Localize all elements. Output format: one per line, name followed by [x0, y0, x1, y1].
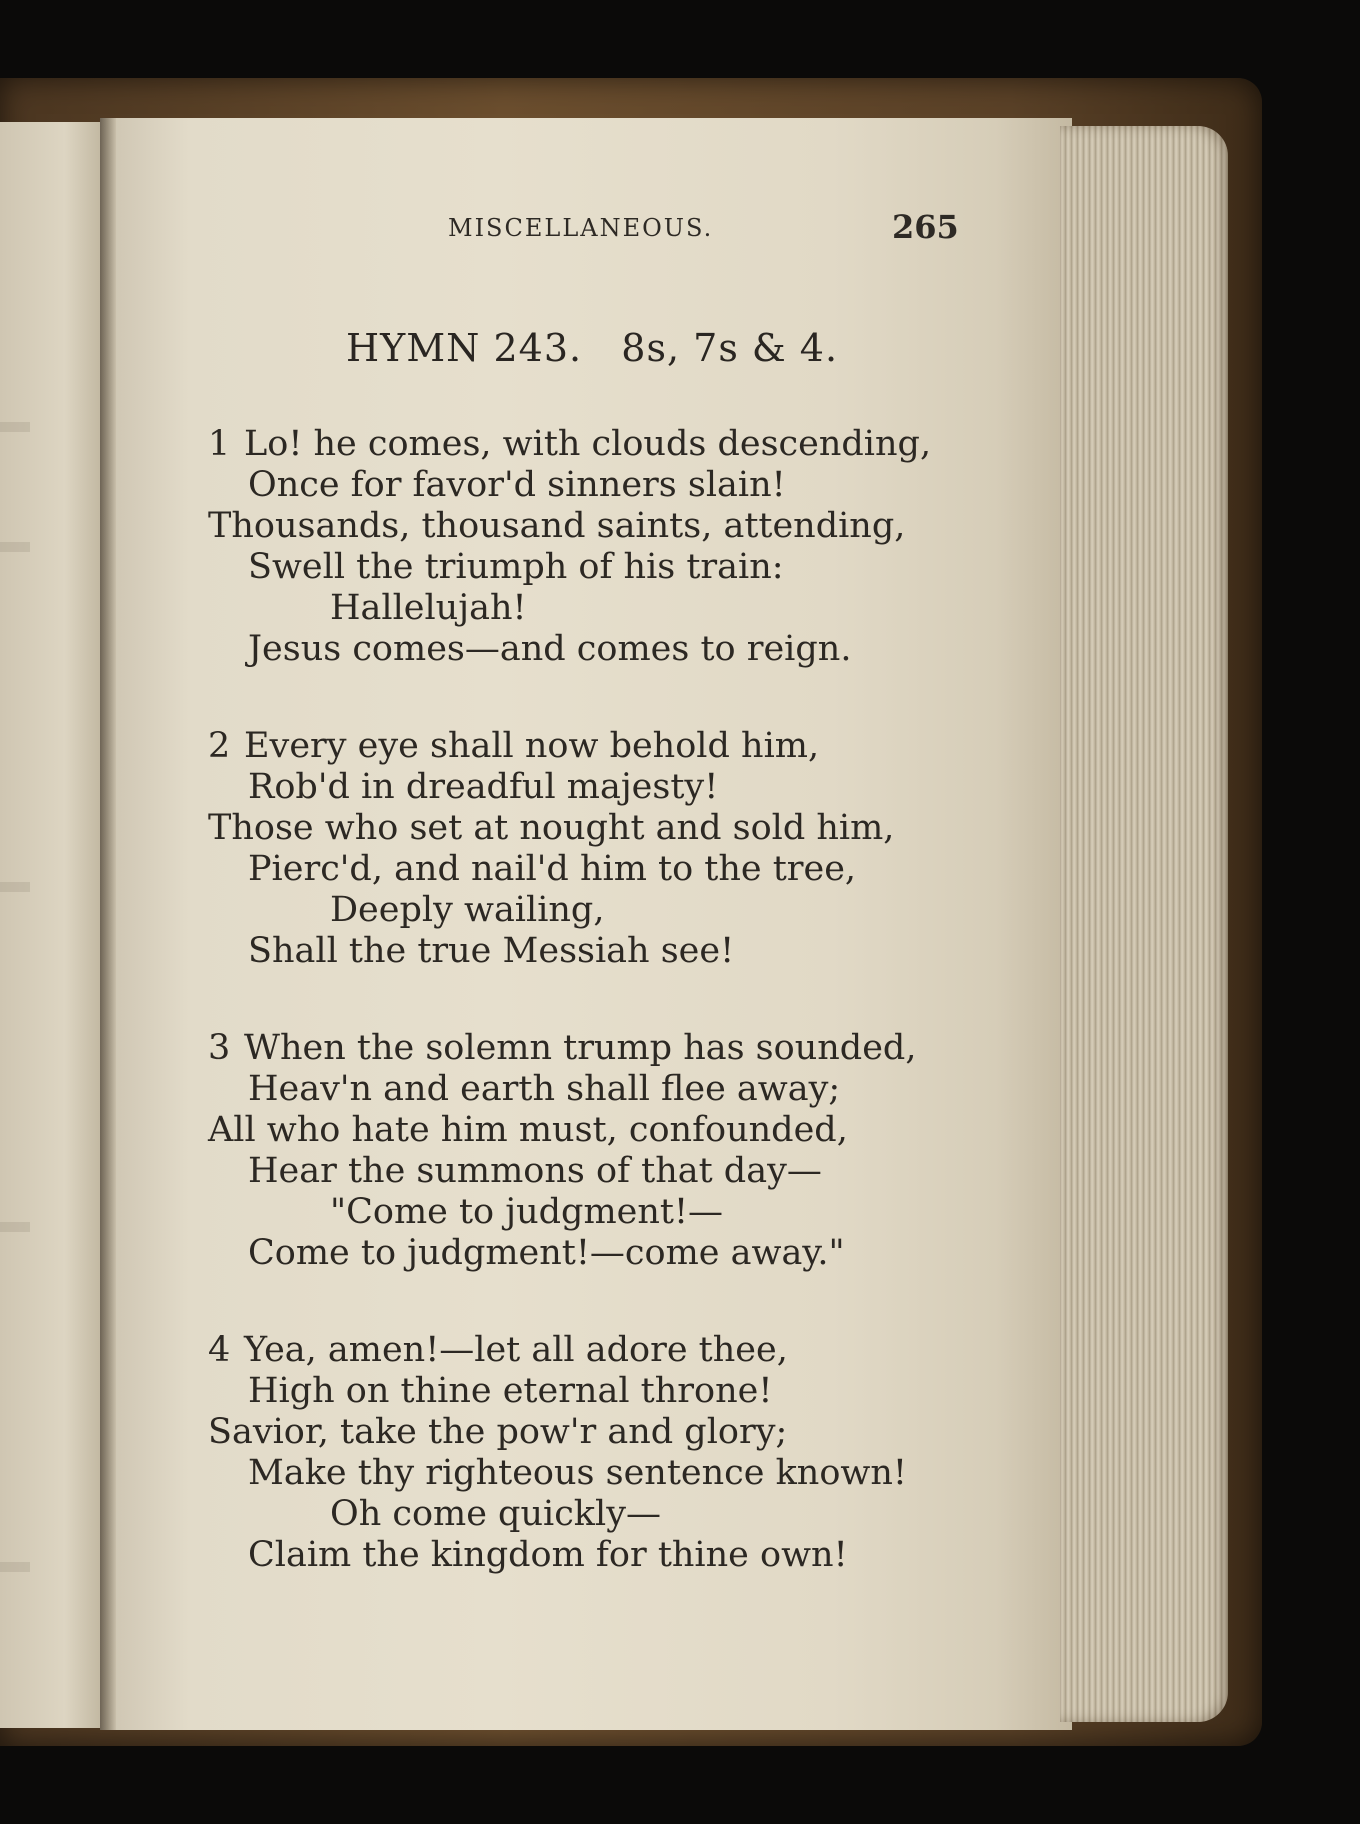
stanza-number: 1: [208, 424, 231, 464]
verse-line: 3 When the solemn trump has sounded,: [208, 1028, 917, 1068]
verse-line: 1 Lo! he comes, with clouds descending,: [208, 424, 932, 464]
stanza-number: 3: [208, 1028, 231, 1068]
verse-line: Swell the triumph of his train:: [248, 547, 784, 587]
verse-line: Hear the summons of that day—: [248, 1151, 822, 1191]
verse-line: Shall the true Messiah see!: [248, 931, 735, 971]
verse-line: Deeply wailing,: [330, 890, 605, 930]
verse-line: Make thy righteous sentence known!: [248, 1453, 907, 1493]
page-number: 265: [892, 208, 959, 246]
stanza-number: 4: [208, 1330, 231, 1370]
verse-line: Once for favor'd sinners slain!: [248, 465, 786, 505]
verse-line: Hallelujah!: [330, 588, 527, 628]
verse-line: Savior, take the pow'r and glory;: [208, 1412, 788, 1452]
verse-line: 2 Every eye shall now behold him,: [208, 726, 820, 766]
stanza-1: [208, 424, 988, 670]
verse-line: Claim the kingdom for thine own!: [248, 1535, 848, 1575]
hymn-title: HYMN 243. 8s, 7s & 4.: [346, 326, 839, 370]
verse-line: Oh come quickly—: [330, 1494, 661, 1534]
verse-line: Pierc'd, and nail'd him to the tree,: [248, 849, 857, 889]
stanza-number: 2: [208, 726, 231, 766]
verse-line: High on thine eternal throne!: [248, 1371, 773, 1411]
verse-line: 4 Yea, amen!—let all adore thee,: [208, 1330, 788, 1370]
verse-line: Heav'n and earth shall flee away;: [248, 1069, 841, 1109]
verse-line: "Come to judgment!—: [330, 1192, 724, 1232]
verse-line: Thousands, thousand saints, attending,: [208, 506, 906, 546]
verse-line: Rob'd in dreadful majesty!: [248, 767, 719, 807]
stanza-4: [208, 1330, 988, 1576]
verse-line: Those who set at nought and sold him,: [208, 808, 895, 848]
verse-line: All who hate him must, confounded,: [208, 1110, 848, 1150]
running-head: MISCELLANEOUS.: [448, 214, 714, 242]
verse-line: Jesus comes—and comes to reign.: [248, 629, 852, 669]
stanza-3: [208, 1028, 988, 1274]
verse-line: Come to judgment!—come away.": [248, 1233, 845, 1273]
stanza-2: [208, 726, 988, 972]
